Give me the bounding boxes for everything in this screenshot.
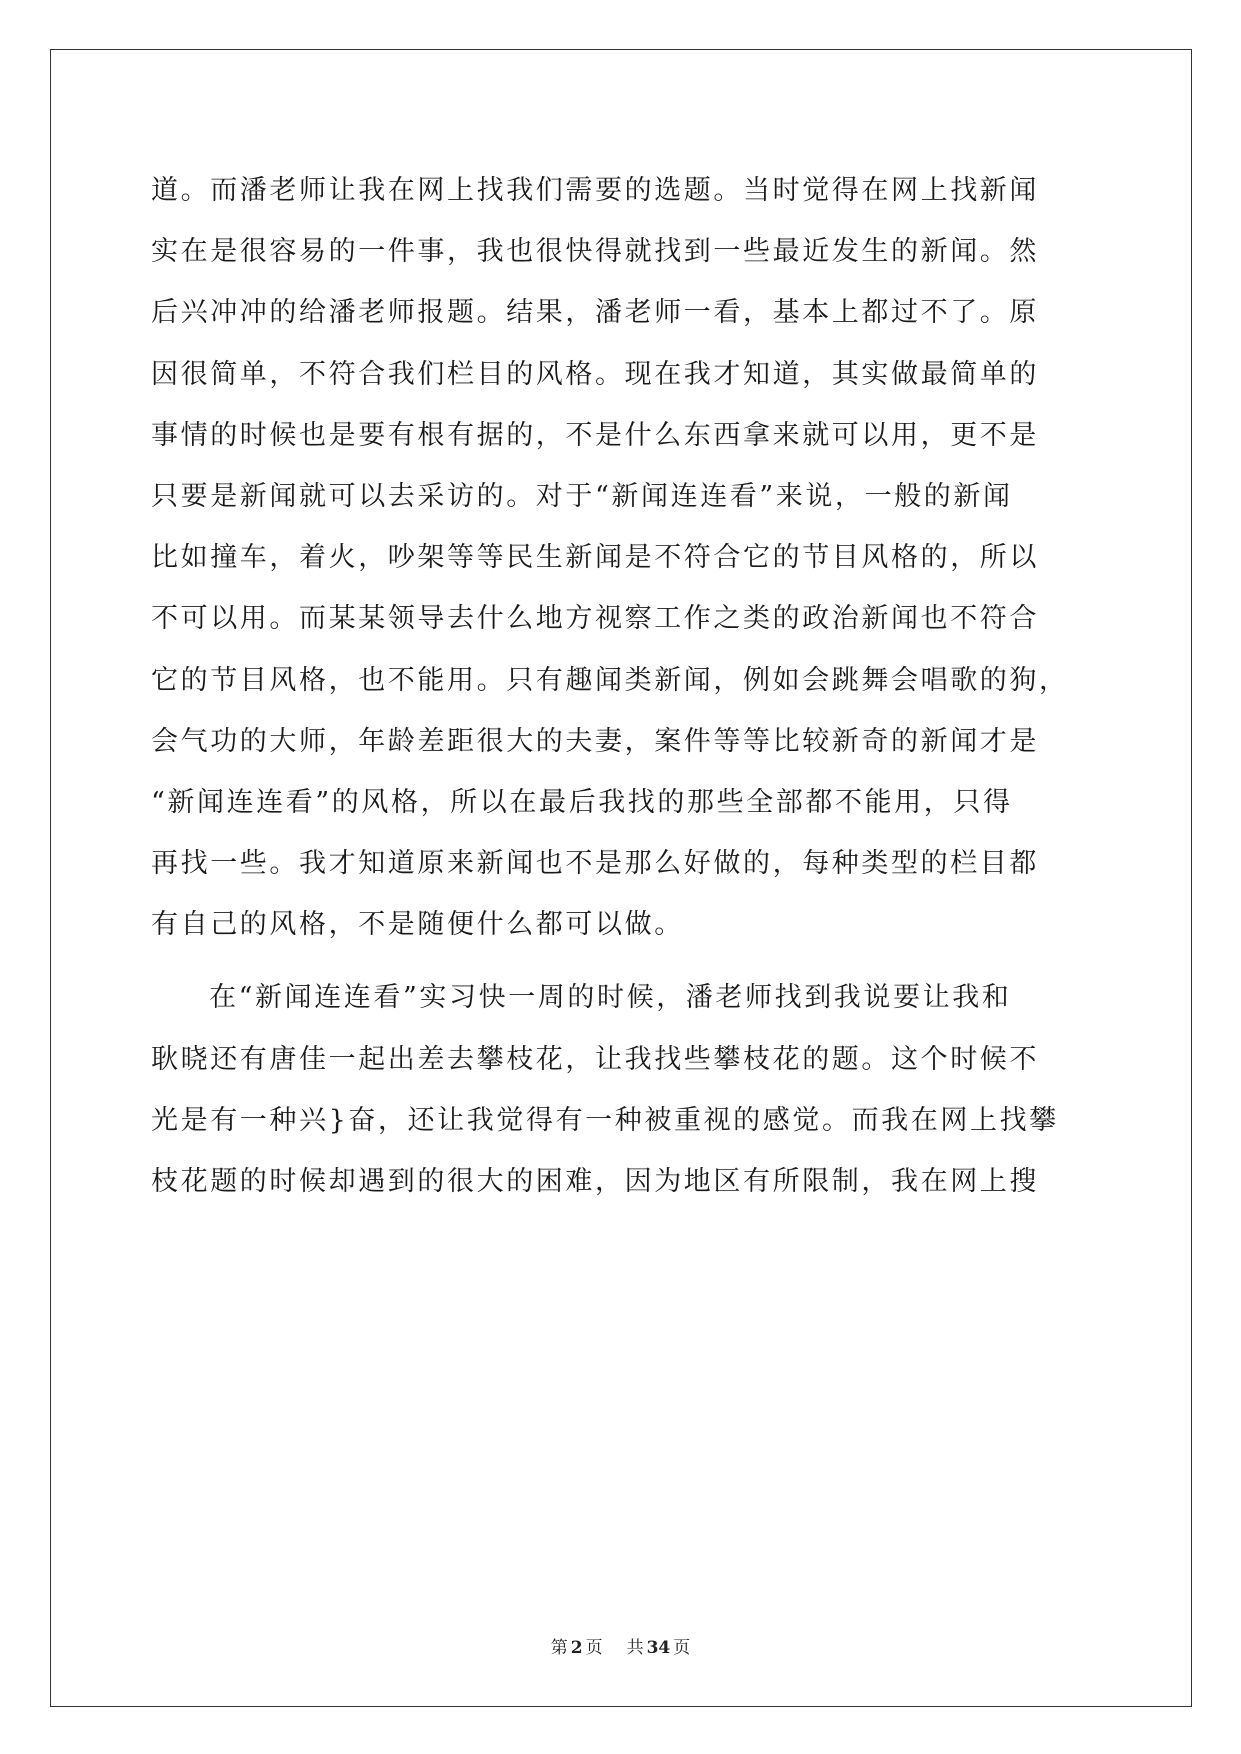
text-line: 会气功的大师，年龄差距很大的夫妻，案件等等比较新奇的新闻才是 — [151, 725, 1039, 757]
text-line: 比如撞车，着火，吵架等等民生新闻是不符合它的节目风格的，所以 — [151, 542, 1039, 574]
text-line: 再找一些。我才知道原来新闻也不是那么好做的，每种类型的栏目都 — [151, 848, 1039, 880]
text-line: 因很简单，不符合我们栏目的风格。现在我才知道，其实做最简单的 — [151, 358, 1039, 390]
text-line: 不可以用。而某某领导去什么地方视察工作之类的政治新闻也不符合 — [151, 603, 1039, 635]
text-line: “新闻连连看”的风格，所以在最后我找的那些全部都不能用，只得 — [151, 786, 1013, 818]
paragraph-gap — [151, 955, 1091, 967]
total-suffix: 页 — [673, 1638, 691, 1658]
total-prefix: 共 — [626, 1638, 644, 1658]
text-line: 后兴冲冲的给潘老师报题。结果，潘老师一看，基本上都过不了。原 — [151, 297, 1039, 329]
text-line: 它的节目风格，也不能用。只有趣闻类新闻，例如会跳舞会唱歌的狗， — [151, 664, 1069, 696]
page-current-number: 2 — [570, 1638, 583, 1658]
text-line-indented: 在“新闻连连看”实习快一周的时候，潘老师找到我说要让我和 — [209, 982, 1012, 1014]
page-total-number: 34 — [646, 1638, 671, 1658]
text-line: 枝花题的时候却遇到的很大的困难，因为地区有所限制，我在网上搜 — [151, 1166, 1039, 1197]
text-line: 有自己的风格，不是随便什么都可以做。 — [151, 909, 684, 941]
text-line: 事情的时候也是要有根有据的，不是什么东西拿来就可以用，更不是 — [151, 419, 1039, 451]
text-line: 只要是新闻就可以去采访的。对于“新闻连连看”来说，一般的新闻 — [151, 480, 1013, 512]
text-line: 耿晓还有唐佳一起出差去攀枝花，让我找些攀枝花的题。这个时候不 — [151, 1043, 1039, 1075]
page-footer — [0, 1633, 1241, 1658]
page-mid: 页 — [585, 1638, 603, 1658]
text-line: 道。而潘老师让我在网上找我们需要的选题。当时觉得在网上找新闻 — [151, 175, 1039, 206]
page-prefix: 第 — [550, 1638, 568, 1658]
text-line: 实在是很容易的一件事，我也很快得就找到一些最近发生的新闻。然 — [151, 236, 1039, 268]
document-body — [151, 160, 1091, 1212]
text-line: 光是有一种兴}奋，还让我觉得有一种被重视的感觉。而我在网上找攀 — [151, 1104, 1059, 1136]
